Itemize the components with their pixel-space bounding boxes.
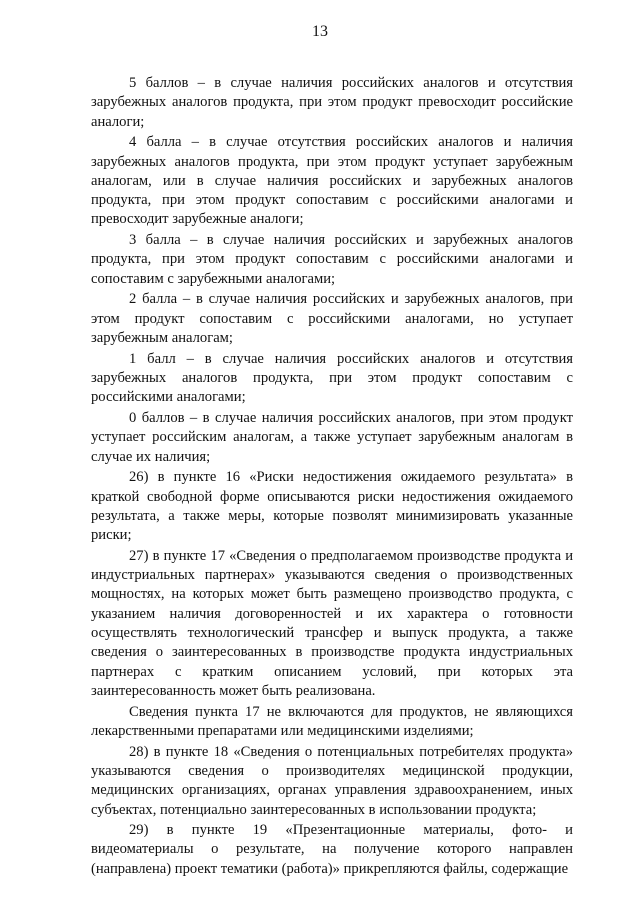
paragraph-item-28: 28) в пункте 18 «Сведения о потенциальных потребителях продукта» указываются сведения о производителях медицинской продукции, медицинских организациях, органах управления здравоохранением, иных субъектах, потенциально заинтересованных в использовании продукта; [91,743,573,818]
paragraph-score-2: 2 балла – в случае наличия российских и зарубежных аналогов, при этом продукт сопоставим с российскими аналогами, но уступает зарубежным аналогам; [91,291,573,347]
paragraph-item-27: 27) в пункте 17 «Сведения о предполагаемом производстве продукта и индустриальных партнерах» указываются сведения о производственных мощностях, на которых может быть размещено производство продукта, с указанием наличия договоренностей и их характера о готовности осуществлять технологический трансфер и выпуск продукта, а также сведения о заинтересованных в производстве продукта индустриальных партнерах с кратким описанием условий, при которых эта заинтересованность может быть реализована. [91,547,573,699]
paragraph-score-1: 1 балл – в случае наличия российских аналогов и отсутствия зарубежных аналогов продукта, при этом продукт сопоставим с российскими аналогами; [91,350,573,406]
paragraph-item-27-note: Сведения пункта 17 не включаются для продуктов, не являющихся лекарственными препаратами или медицинскими изделиями; [91,703,573,739]
paragraph-score-5: 5 баллов – в случае наличия российских аналогов и отсутствия зарубежных аналогов продукта, при этом продукт превосходит российские аналоги; [91,75,573,130]
paragraph-score-4: 4 балла – в случае отсутствия российских аналогов и наличия зарубежных аналогов продукта, при этом продукт уступает зарубежным аналогам, или в случае наличия российских и зарубежных аналогов продукта, при этом продукт сопоставим с российскими аналогами и превосходит зарубежные аналоги; [91,134,573,228]
paragraph-score-3: 3 балла – в случае наличия российских и зарубежных аналогов продукта, при этом продукт сопоставим с российскими аналогами и сопоставим с зарубежными аналогами; [91,232,573,287]
document-body [91,74,573,880]
paragraph-item-26: 26) в пункте 16 «Риски недостижения ожидаемого результата» в краткой свободной форме описываются риски недостижения ожидаемого результата, а также меры, которые позволят минимизировать указанные риски; [91,469,573,544]
page-number: 13 [312,23,328,40]
paragraph-score-0: 0 баллов – в случае наличия российских аналогов, при этом продукт уступает российским аналогам, а также уступает зарубежным аналогам в случае их наличия; [91,410,573,465]
paragraph-item-29: 29) в пункте 19 «Презентационные материалы, фото- и видеоматериалы о результате, на получение которого направлен (направлена) проект тематики (работа)» прикрепляются файлы, содержащие [91,822,573,877]
